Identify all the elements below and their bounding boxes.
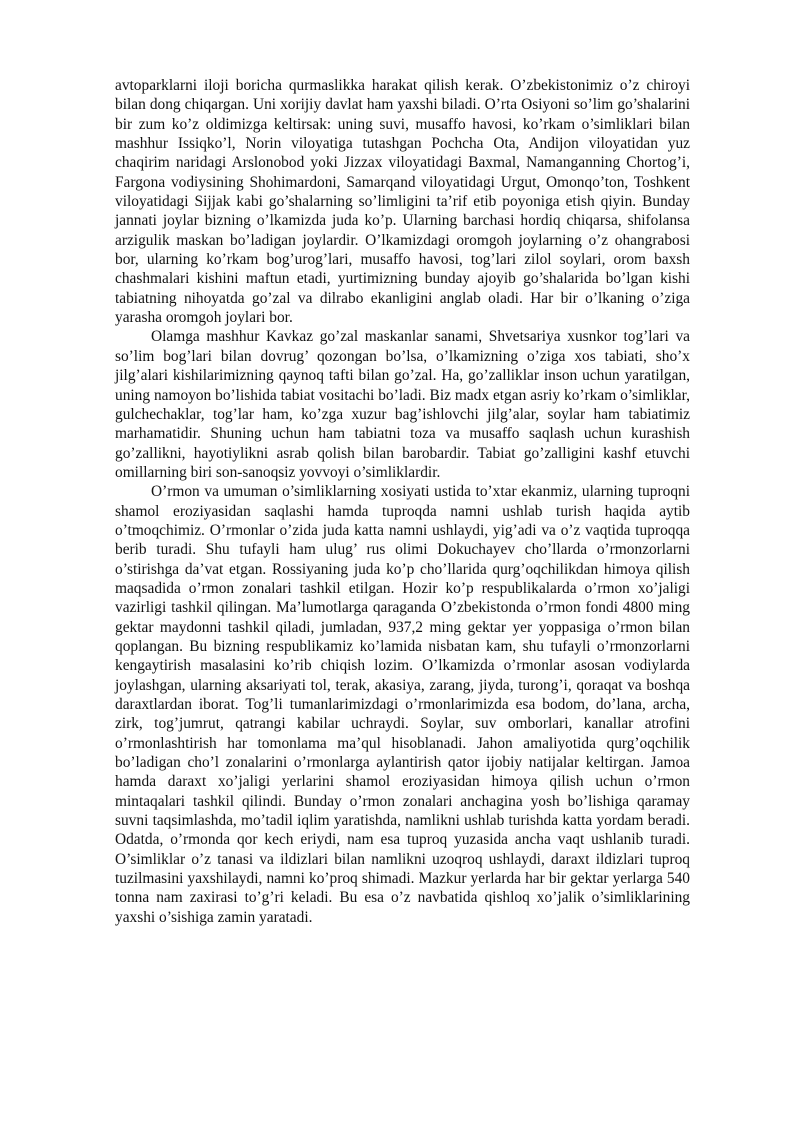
paragraph: avtoparklarni iloji boricha qurmaslikka harakat qilish kerak. O’zbekistonimiz o’z chiroyi bilan dong chiqargan. Uni xorijiy davlat ham yaxshi biladi. O’rta Osiyoni so’lim go’shalarini bir zum ko’z oldimizga keltirsak: uning suvi, musaffo havosi, ko’rkam o’simliklari bilan mashhur Issiqko’l, Norin viloyatiga tutashgan Pochcha Ota, Andijon viloyatidan yuz chaqirim naridagi Arslonobod yoki Jizzax viloyatidagi Baxmal, Namanganning Chortog’i, Fargona vodiysining Shohimardoni, Samarqand viloyatidagi Urgut, Omonqo’ton, Toshkent viloyatidagi Sijjak kabi go’shalarning so’limligini ta’rif etib poyoniga etish qiyin. Bunday jannati joylar bizning o’lkamizda juda ko’p. Ularning barchasi hordiq chiqarsa, shifolansa arzigulik maskan bo’ladigan joylardir. O’lkamizdagi oromgoh joylarning o’z ohangrabosi bor, ularning ko’rkam bog’urog’lari, musaffo havosi, tog’lari zilol soylari, orom baxsh chashmalari kishini maftun etadi, yurtimizning bunday ajoyib go’shalarida bo’lgan kishi tabiatning nihoyatda go’zal va dilrabo ekanligini anglab oladi. Har bir o’lkaning o’ziga yarasha oromgoh joylari bor.: [115, 77, 690, 327]
paragraph: O’rmon va umuman o’simliklarning xosiyati ustida to’xtar ekanmiz, ularning tuproqni shamol eroziyasidan saqlashi hamda tuproqda namni ushlab turish haqida aytib o’tmoqchimiz. O’rmonlar o’zida juda katta namni ushlaydi, yig’adi va o’z vaqtida tuproqqa berib turadi. Shu tufayli ham ulug’ rus olimi Dokuchayev cho’llarda o’rmonzorlarni o’stirishga da’vat etgan. Rossiyaning juda ko’p cho’llarida qurg’oqchilikdan himoya qilish maqsadida o’rmon zonalari tashkil etilgan. Hozir ko’p respublikalarda o’rmon xo’jaligi vazirligi tashkil qilingan. Ma’lumotlarga qaraganda O’zbekistonda o’rmon fondi 4800 ming gektar maydonni tashkil qiladi, jumladan, 937,2 ming gektar yer yoppasiga o’rmon bilan qoplangan. Bu bizning respublikamiz ko’lamida nisbatan kam, shu tufayli o’rmonzorlarni kengaytirish masalasini ko’rib chiqish lozim. O’lkamizda o’rmonlar asosan vodiylarda joylashgan, ularning aksariyati tol, terak, akasiya, zarang, jiyda, turong’i, qoraqat va boshqa daraxtlardan iborat. Tog’li tumanlarimizdagi o’rmonlarimizda esa bodom, do’lana, archa, zirk, tog’jumrut, qatrangi kabilar uchraydi. Soylar, suv omborlari, kanallar atrofini o’rmonlashtirish har tomonlama ma’qul hisoblanadi. Jahon amaliyotida qurg’oqchilik bo’ladigan cho’l zonalarini o’rmonlarga aylantirish qator ijobiy natijalar keltirgan. Jamoa hamda daraxt xo’jaligi yerlarini shamol eroziyasidan himoya qilish uchun o’rmon mintaqalari tashkil qilindi. Bunday o’rmon zonalari anchagina yosh bo’lishiga qaramay suvni taqsimlashda, mo’tadil iqlim yaratishda, namlikni ushlab turishda katta yordam beradi. Odatda, o’rmonda qor kech eriydi, nam esa tuproq yuzasida ancha vaqt ushlanib turadi. O’simliklar o’z tanasi va ildizlari bilan namlikni uzoqroq ushlaydi, daraxt ildizlari tuproq tuzilmasini yaxshilaydi, namni ko’proq shimadi. Mazkur yerlarda har bir gektar yerlarga 540 tonna nam zaxirasi to’g’ri keladi. Bu esa o’z navbatida qishloq xo’jalik o’simliklarining yaxshi o’sishiga zamin yaratadi.: [115, 483, 690, 926]
paragraph: Olamga mashhur Kavkaz go’zal maskanlar sanami, Shvetsariya xusnkor tog’lari va so’lim bog’lari bilan dovrug’ qozongan bo’lsa, o’lkamizning o’ziga xos tabiati, sho’x jilg’alari kishilarimizning qaynoq tafti bilan go’zal. Ha, go’zalliklar inson uchun yaratilgan, uning namoyon bo’lishida tabiat vositachi bo’ladi. Biz madx etgan asriy ko’rkam o’simliklar, gulchechaklar, tog’lar ham, ko’zga xuzur bag’ishlovchi jilg’alar, soylar ham tabiatimiz marhamatidir. Shuning uchun ham tabiatni toza va musaffo saqlash uchun kurashish go’zallikni, hayotiylikni asrab qolish bilan barobardir. Tabiat go’zalligini kashf etuvchi omillarning biri son-sanoqsiz yovvoyi o’simliklardir.: [115, 328, 690, 481]
document-page: [115, 76, 690, 927]
